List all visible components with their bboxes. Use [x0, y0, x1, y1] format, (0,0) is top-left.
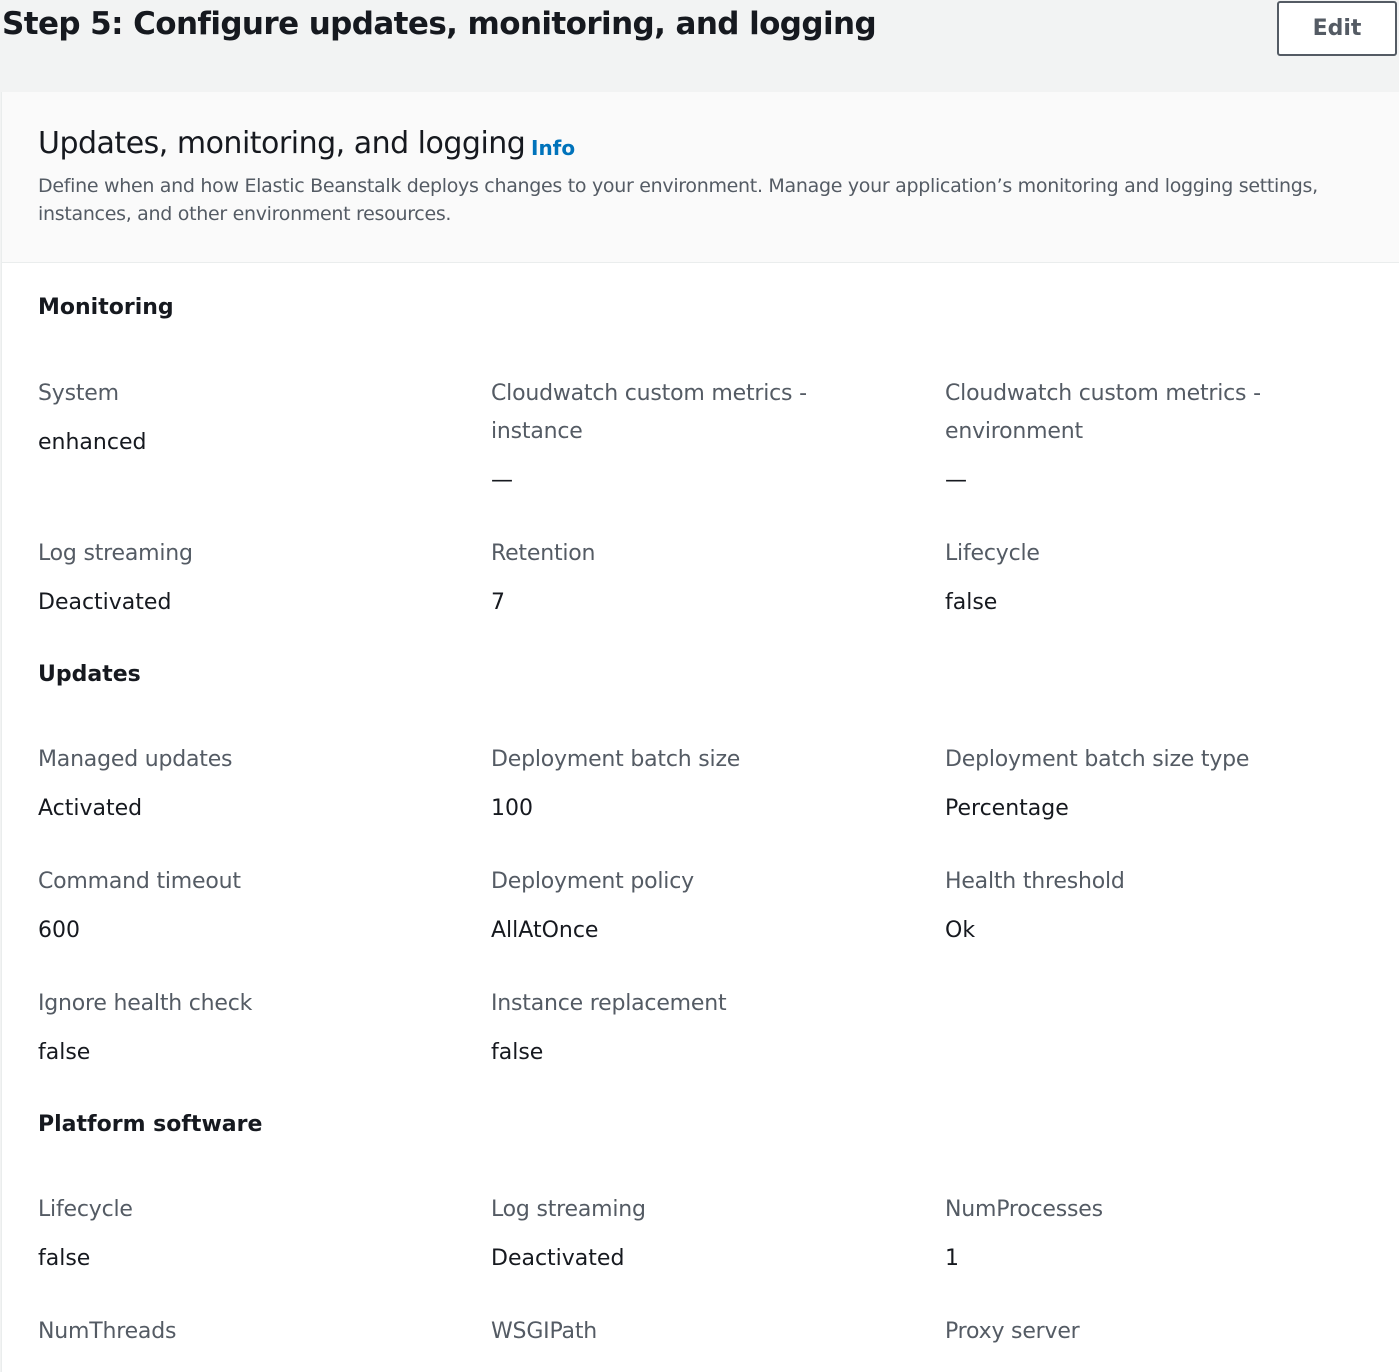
kv-label: System	[38, 381, 119, 406]
container-description: Define when and how Elastic Beanstalk deploys changes to your environment. Manage your application’s monitoring and logging settings, instances, and other environment resources.	[38, 175, 1318, 225]
kv-value: false	[38, 1040, 91, 1065]
kv-value: Ok	[945, 918, 976, 943]
kv-label: Cloudwatch custom metrics - environment	[945, 381, 1261, 444]
kv-log-streaming	[38, 535, 458, 622]
kv-value: 600	[38, 918, 80, 943]
updates-heading: Updates	[38, 662, 141, 687]
kv-instance-replacement	[491, 985, 911, 1072]
kv-label: Deployment policy	[491, 869, 694, 894]
kv-label: NumThreads	[38, 1319, 177, 1344]
monitoring-heading: Monitoring	[38, 295, 174, 320]
kv-label: WSGIPath	[491, 1319, 597, 1344]
container-header	[2, 92, 1399, 263]
info-link[interactable]: Info	[531, 136, 576, 160]
kv-value: false	[491, 1040, 544, 1065]
kv-value: false	[945, 590, 998, 615]
kv-system	[38, 375, 458, 462]
kv-label: Log streaming	[38, 541, 193, 566]
kv-deployment-batch-size	[491, 741, 911, 828]
kv-label: Retention	[491, 541, 596, 566]
kv-cloudwatch-instance	[491, 375, 851, 500]
kv-value: Percentage	[945, 796, 1069, 821]
kv-label: Managed updates	[38, 747, 233, 772]
kv-platform-lifecycle	[38, 1191, 458, 1278]
kv-label: Deployment batch size	[491, 747, 741, 772]
kv-platform-log-streaming	[491, 1191, 911, 1278]
kv-label: Deployment batch size type	[945, 747, 1250, 772]
kv-command-timeout	[38, 863, 458, 950]
kv-label: Lifecycle	[38, 1197, 133, 1222]
kv-cloudwatch-environment	[945, 375, 1305, 500]
platform-software-heading: Platform software	[38, 1112, 263, 1137]
kv-value: —	[491, 468, 513, 493]
kv-value: —	[945, 468, 967, 493]
kv-value: false	[38, 1246, 91, 1271]
step-title: Step 5: Configure updates, monitoring, and logging	[2, 6, 877, 42]
kv-value: Deactivated	[491, 1246, 625, 1271]
kv-deployment-batch-size-type	[945, 741, 1365, 828]
kv-ignore-health-check	[38, 985, 458, 1072]
kv-value: Activated	[38, 796, 143, 821]
kv-value: AllAtOnce	[491, 918, 599, 943]
kv-deployment-policy	[491, 863, 911, 950]
review-container	[1, 92, 1399, 1372]
kv-value: 1	[945, 1246, 959, 1271]
kv-wsgi-path	[491, 1313, 911, 1351]
kv-label: Proxy server	[945, 1319, 1080, 1344]
kv-lifecycle	[945, 535, 1365, 622]
kv-label: Ignore health check	[38, 991, 253, 1016]
kv-label: Log streaming	[491, 1197, 646, 1222]
kv-value: 7	[491, 590, 505, 615]
kv-label: Health threshold	[945, 869, 1125, 894]
kv-health-threshold	[945, 863, 1365, 950]
step-header	[0, 0, 1399, 92]
kv-label: NumProcesses	[945, 1197, 1103, 1222]
kv-label: Lifecycle	[945, 541, 1040, 566]
kv-num-processes	[945, 1191, 1365, 1278]
kv-label: Instance replacement	[491, 991, 727, 1016]
kv-managed-updates	[38, 741, 458, 828]
edit-button[interactable]: Edit	[1277, 1, 1397, 56]
kv-value: enhanced	[38, 430, 147, 455]
kv-label: Command timeout	[38, 869, 241, 894]
kv-num-threads	[38, 1313, 458, 1351]
container-title: Updates, monitoring, and logging	[38, 126, 526, 161]
kv-proxy-server	[945, 1313, 1365, 1351]
kv-value: 100	[491, 796, 533, 821]
kv-label: Cloudwatch custom metrics - instance	[491, 381, 807, 444]
kv-value: Deactivated	[38, 590, 172, 615]
kv-retention	[491, 535, 911, 622]
